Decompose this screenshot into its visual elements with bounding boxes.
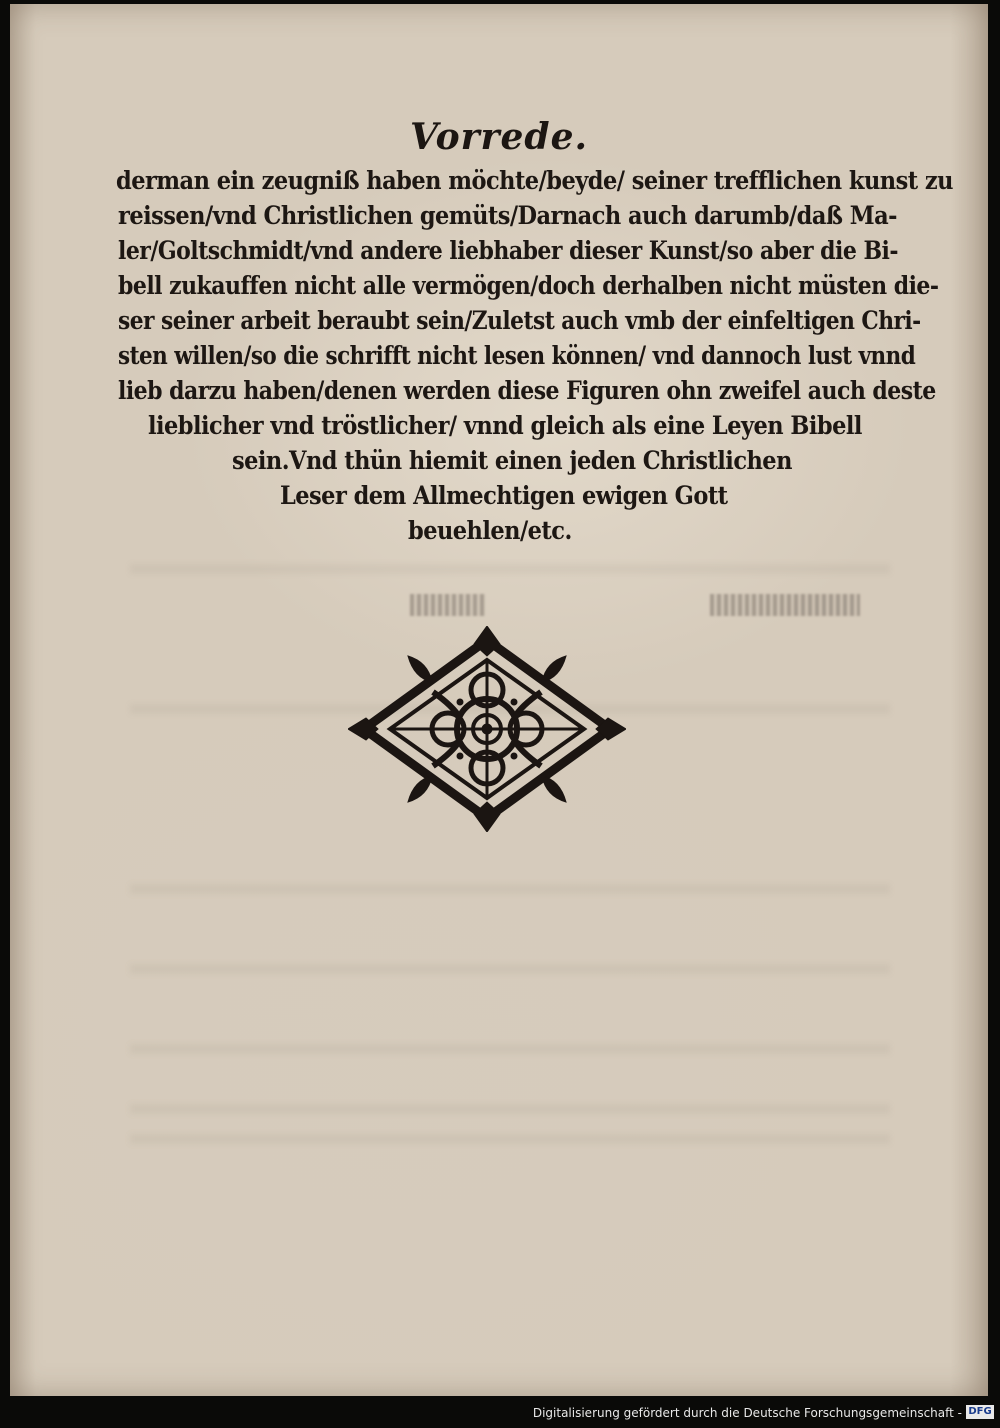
- digitization-credit: Digitalisierung gefördert durch die Deutsche Forschungsgemeinschaft -: [532, 1406, 962, 1420]
- text-line-4: bell zukauffen nicht alle vermögen/doch derhalben nicht müsten die-: [118, 271, 939, 300]
- text-line-1: derman ein zeugniß haben möchte/beyde/ seiner trefflichen kunst zu: [116, 166, 953, 195]
- text-line-3: ler/Goltschmidt/vnd andere liebhaber dieser Kunst/so aber die Bi-: [118, 236, 898, 265]
- text-line-7: lieb darzu haben/denen werden diese Figuren ohn zweifel auch deste: [118, 376, 936, 405]
- page-heading: Vorrede.: [409, 116, 589, 158]
- show-through-mark-left: [410, 594, 485, 616]
- dfg-logo: DFG: [966, 1405, 994, 1419]
- text-line-2: reissen/vnd Christlichen gemüts/Darnach auch darumb/daß Ma-: [118, 201, 897, 230]
- show-through-mark-right: [710, 594, 860, 616]
- text-line-6: sten willen/so die schrifft nicht lesen können/ vnd dannoch lust vnnd: [118, 341, 916, 370]
- show-through-line: [130, 1044, 890, 1054]
- show-through-line: [130, 884, 890, 894]
- show-through-line: [130, 964, 890, 974]
- text-line-5: ser seiner arbeit beraubt sein/Zuletst auch vmb der einfeltigen Chri-: [118, 306, 921, 335]
- show-through-line: [130, 564, 890, 574]
- show-through-line: [130, 1104, 890, 1114]
- text-line-10: Leser dem Allmechtigen ewigen Gott: [280, 481, 728, 510]
- text-line-11: beuehlen/etc.: [408, 516, 572, 545]
- text-line-9: sein.Vnd thün hiemit einen jeden Christlichen: [232, 446, 792, 475]
- show-through-line: [130, 1134, 890, 1144]
- text-line-8: lieblicher vnd tröstlicher/ vnnd gleich als eine Leyen Bibell: [148, 411, 862, 440]
- fleuron-ornament-icon: [348, 626, 626, 832]
- book-page: [10, 4, 988, 1396]
